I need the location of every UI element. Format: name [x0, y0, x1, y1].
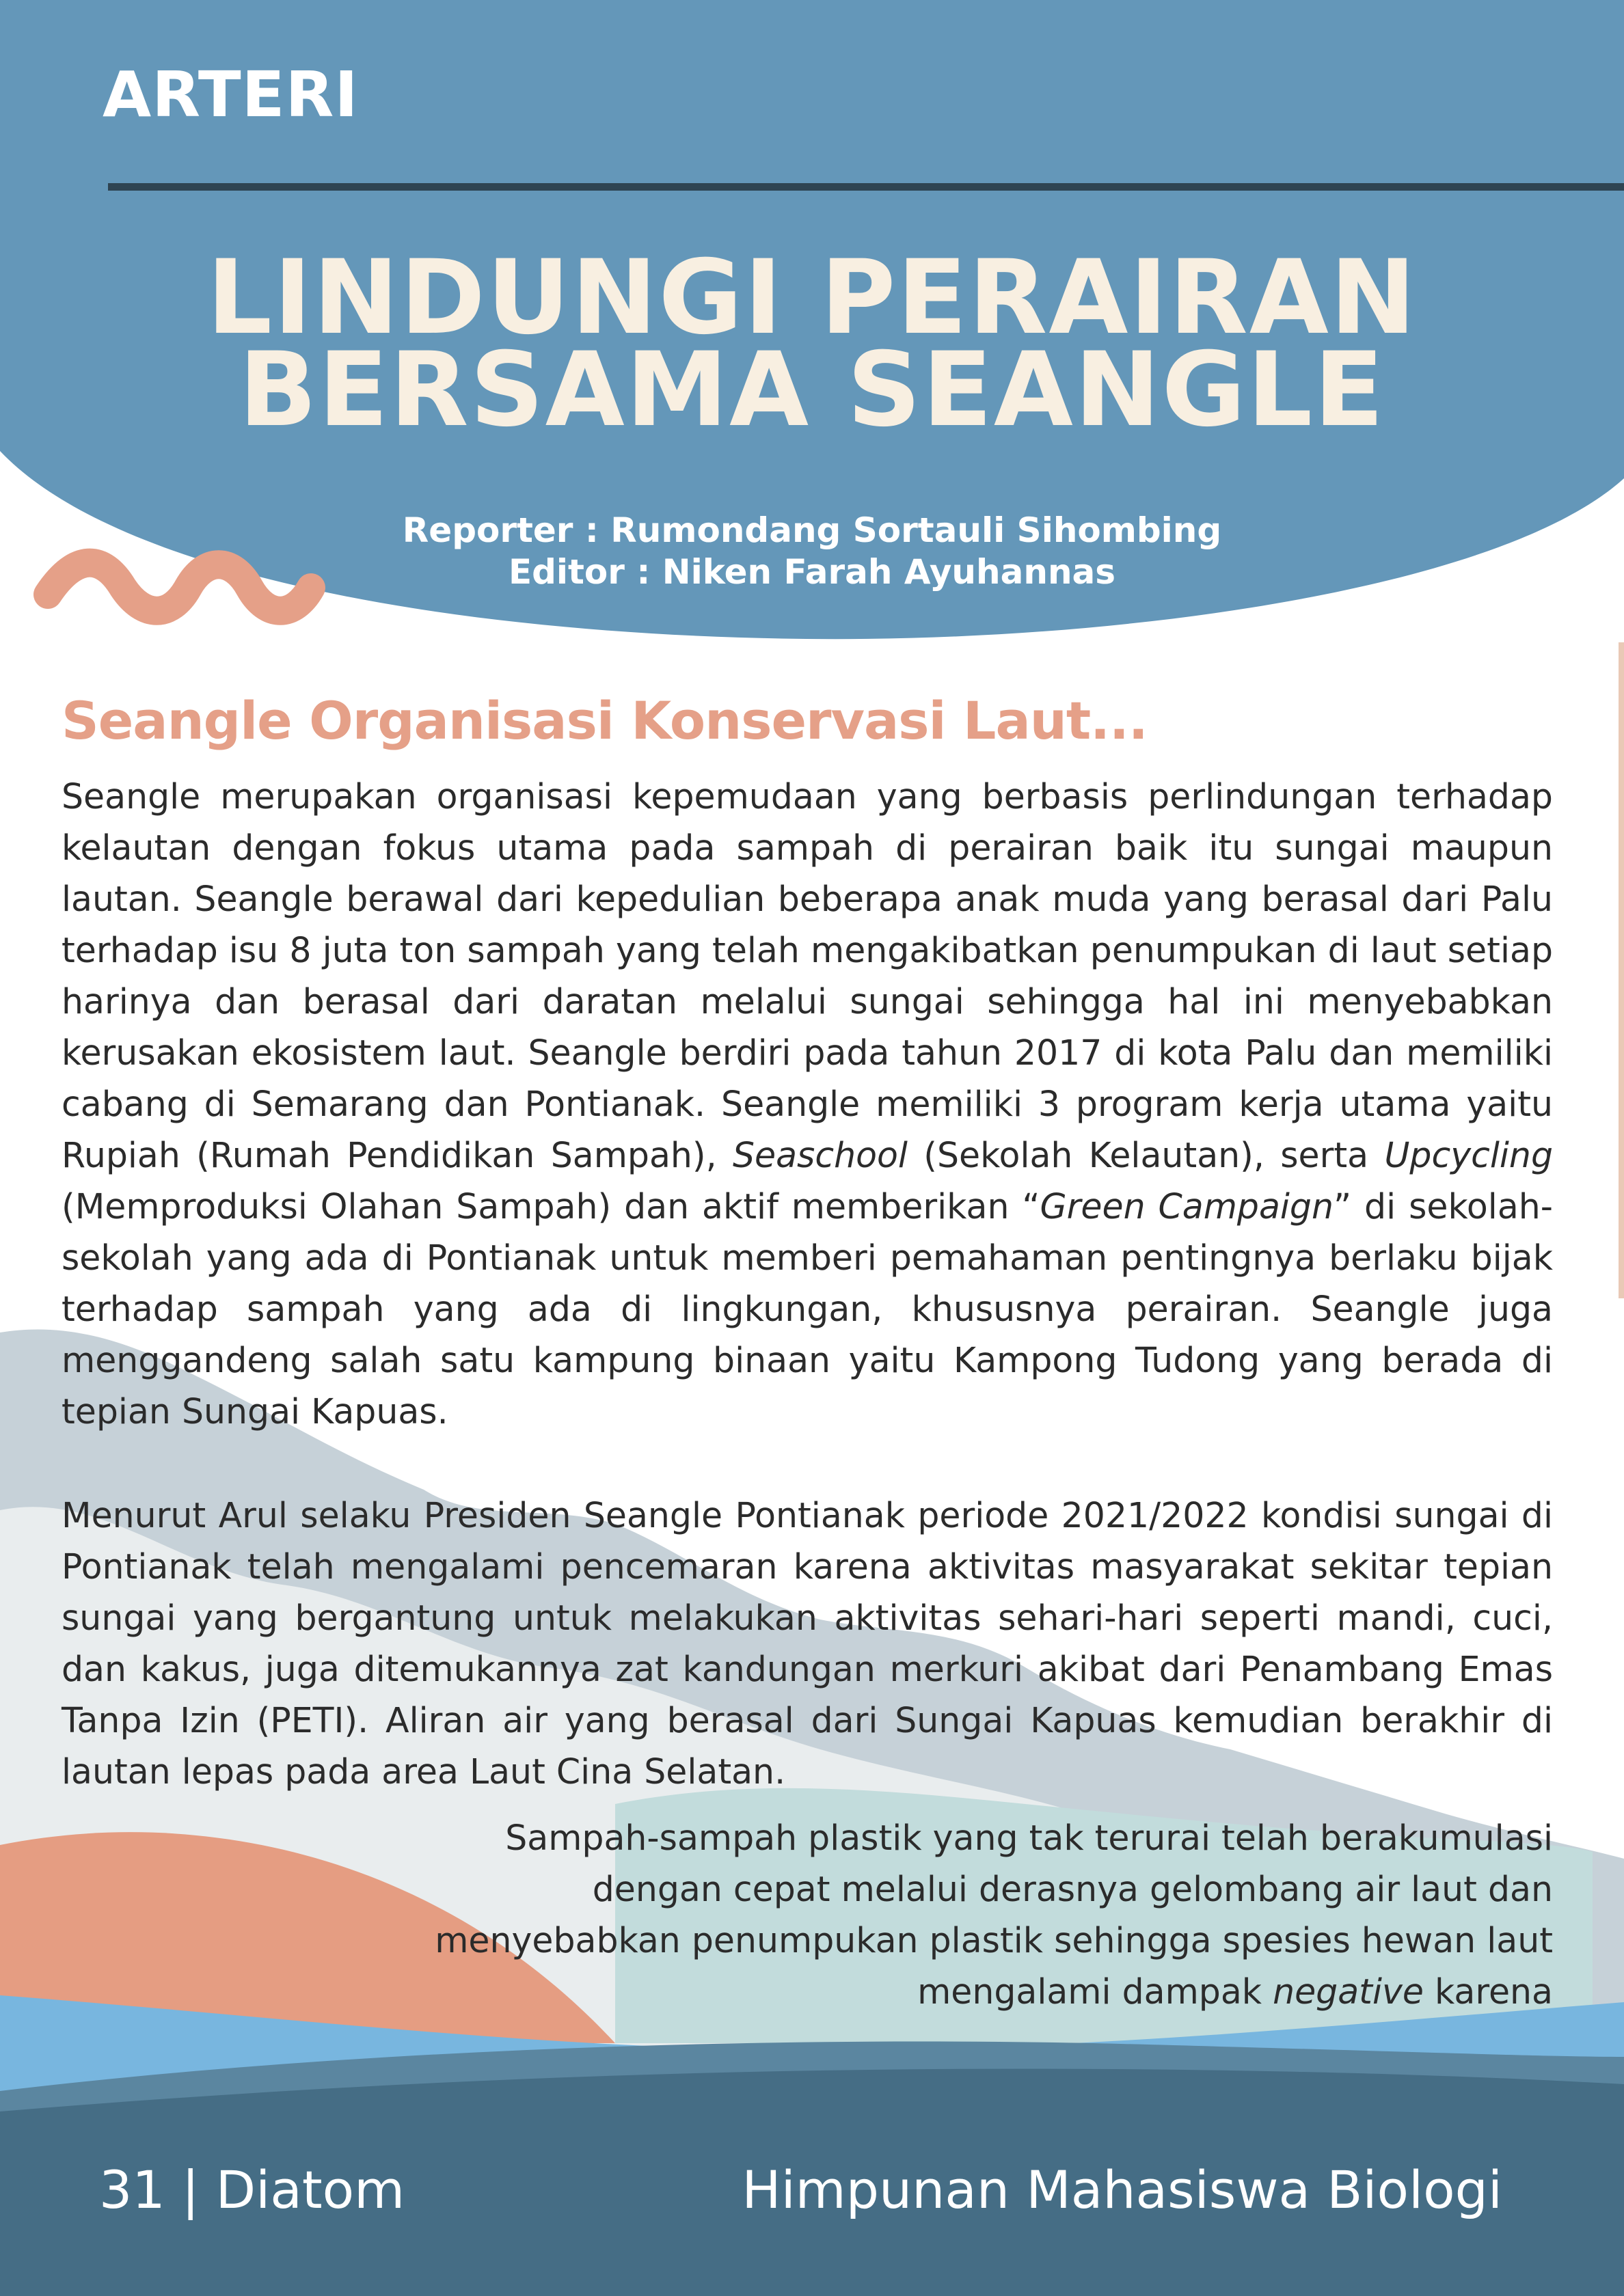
editor-credit: Editor : Niken Farah Ayuhannas [508, 552, 1116, 592]
seaschool-term: Seaschool [732, 1135, 908, 1175]
green-campaign-term: Green Campaign [1040, 1186, 1334, 1227]
reporter-credit: Reporter : Rumondang Sortauli Sihombing [402, 510, 1222, 550]
paragraph-1 [62, 771, 1553, 1437]
paragraph-3 [410, 1812, 1553, 2017]
paragraph-1-mid-1: (Sekolah Kelautan), serta [907, 1135, 1385, 1175]
article-title-line-2: BERSAMA SEANGLE [239, 331, 1385, 450]
article-title-line-1: LINDUNGI PERAIRAN [206, 238, 1418, 357]
section-label: ARTERI [103, 58, 359, 131]
upcycling-term: Upcycling [1384, 1135, 1553, 1175]
paragraph-3-end: karena [1423, 1971, 1553, 2012]
paragraph-2: Menurut Arul selaku Presiden Seangle Pontianak periode 2021/2022 kondisi sungai di Pontianak telah mengalami pencemaran karena aktivitas masyarakat sekitar tepian sungai yang bergantung untuk melakukan aktivitas sehari-hari seperti mandi, cuci, dan kakus, juga ditemukannya zat kandungan merkuri akibat dari Penambang Emas Tanpa Izin (PETI). Aliran air yang berasal dari Sungai Kapuas kemudian berakhir di lautan lepas pada area Laut Cina Selatan. [62, 1495, 1553, 1792]
footer-page-info: 31 | Diatom [99, 2159, 405, 2220]
paragraph-1-mid-2: (Memproduksi Olahan Sampah) dan aktif memberikan “ [62, 1186, 1040, 1227]
header-rule [108, 183, 1624, 191]
paragraph-3-text: Sampah-sampah plastik yang tak terurai telah berakumulasi dengan cepat melalui derasnya gelombang air laut dan menyebabkan penumpukan plastik sehingga spesies hewan laut mengalami dampak [435, 1818, 1553, 2012]
footer-organization: Himpunan Mahasiswa Biologi [742, 2159, 1502, 2220]
paragraph-1-end: ” di sekolah-sekolah yang ada di Pontianak untuk memberi pemahaman pentingnya berlaku bijak terhadap sampah yang ada di lingkungan, khususnya perairan. Seangle juga menggandeng salah satu kampung binaan yaitu Kampong Tudong yang berada di tepian Sungai Kapuas. [62, 1186, 1553, 1432]
paragraph-1-text: Seangle merupakan organisasi kepemudaan yang berbasis perlindungan terhadap kelautan dengan fokus utama pada sampah di perairan baik itu sungai maupun lautan. Seangle berawal dari kepedulian beberapa anak muda yang berasal dari Palu terhadap isu 8 juta ton sampah yang telah mengakibatkan penumpukan di laut setiap harinya dan berasal dari daratan melalui sungai sehingga hal ini menyebabkan kerusakan ekosistem laut. Seangle berdiri pada tahun 2017 di kota Palu dan memiliki cabang di Semarang dan Pontianak. Seangle memiliki 3 program kerja utama yaitu Rupiah (Rumah Pendidikan Sampah), [62, 776, 1553, 1175]
article-headline: Seangle Organisasi Konservasi Laut... [62, 690, 1148, 751]
right-edge-accent [1619, 642, 1624, 1298]
negative-term: negative [1273, 1971, 1424, 2012]
